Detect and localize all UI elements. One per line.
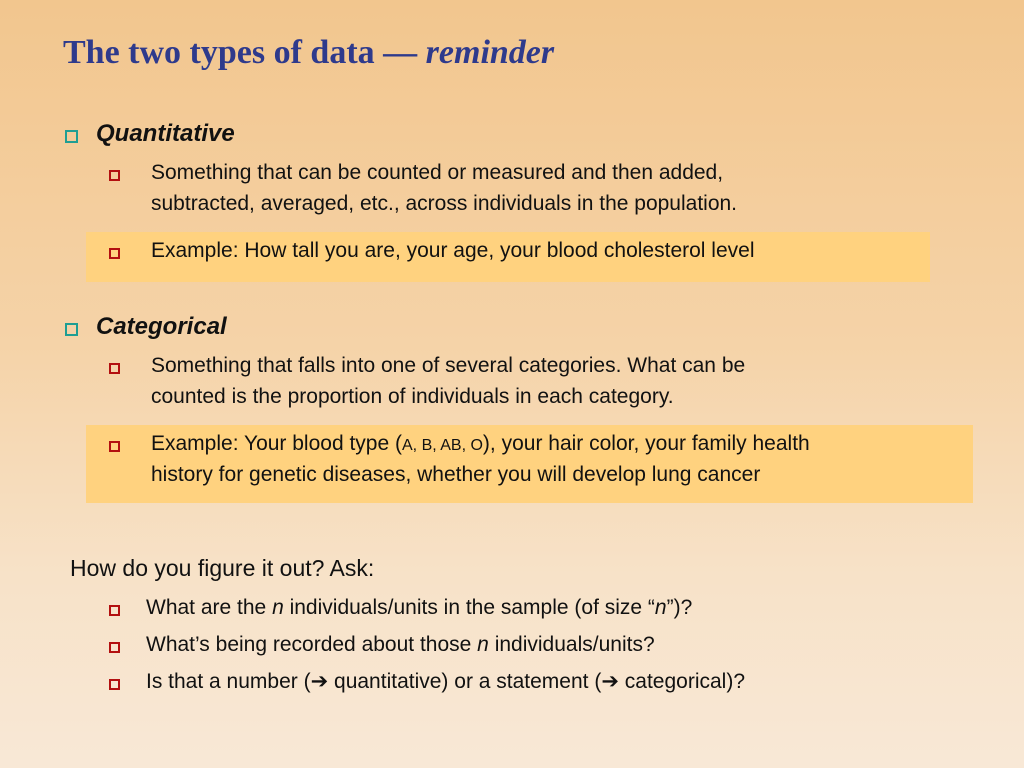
heading-categorical: Categorical [96,313,227,340]
q2-text-a: What’s being recorded about those [146,633,478,656]
example-suffix: ), your hair color, your family health [482,432,810,455]
q3-text-b: quantitative) or a statement ( [328,670,602,693]
arrow-right-icon: ➔ [310,670,329,693]
bullet-square-icon [65,130,78,143]
bullet-square-icon [109,170,120,181]
title-main: The two types of data — [63,34,426,71]
categorical-definition-line1: Something that falls into one of several categories. What can be [151,354,746,377]
quantitative-definition-line1: Something that can be counted or measured and then added, [151,161,724,184]
question-item-3 [146,666,745,697]
example-prefix: Example: Your blood type ( [151,432,402,455]
bullet-square-icon [109,605,120,616]
q1-text-b: individuals/units in the sample (of size “ [283,596,655,619]
bullet-square-icon [109,248,120,259]
quantitative-definition-line2: subtracted, averaged, etc., across individuals in the population. [151,192,738,215]
q1-n2: n [654,596,667,619]
q2-text-b: individuals/units? [488,633,655,656]
q2-n: n [477,633,489,656]
question-item-1 [146,592,692,623]
bullet-square-icon [109,363,120,374]
q3-text-a: Is that a number ( [146,670,311,693]
q1-text-c: ”)? [666,596,693,619]
categorical-definition-line2: counted is the proportion of individuals in each category. [151,385,674,408]
title-italic: reminder [425,34,555,71]
q1-text-a: What are the [146,596,273,619]
arrow-right-icon: ➔ [601,670,619,693]
blood-types: A, B, AB, O [402,437,483,454]
q1-n: n [272,596,284,619]
bullet-square-icon [65,323,78,336]
bullet-square-icon [109,441,120,452]
figure-out-question: How do you figure it out? Ask: [70,555,375,581]
quantitative-example: Example: How tall you are, your age, your blood cholesterol level [151,239,755,262]
categorical-example-line2: history for genetic diseases, whether you will develop lung cancer [151,463,761,486]
categorical-example-line1 [151,428,810,461]
question-item-2 [146,629,655,660]
slide-title [63,34,554,72]
heading-quantitative: Quantitative [96,120,235,147]
bullet-square-icon [109,642,120,653]
bullet-square-icon [109,679,120,690]
q3-text-c: categorical)? [618,670,745,693]
